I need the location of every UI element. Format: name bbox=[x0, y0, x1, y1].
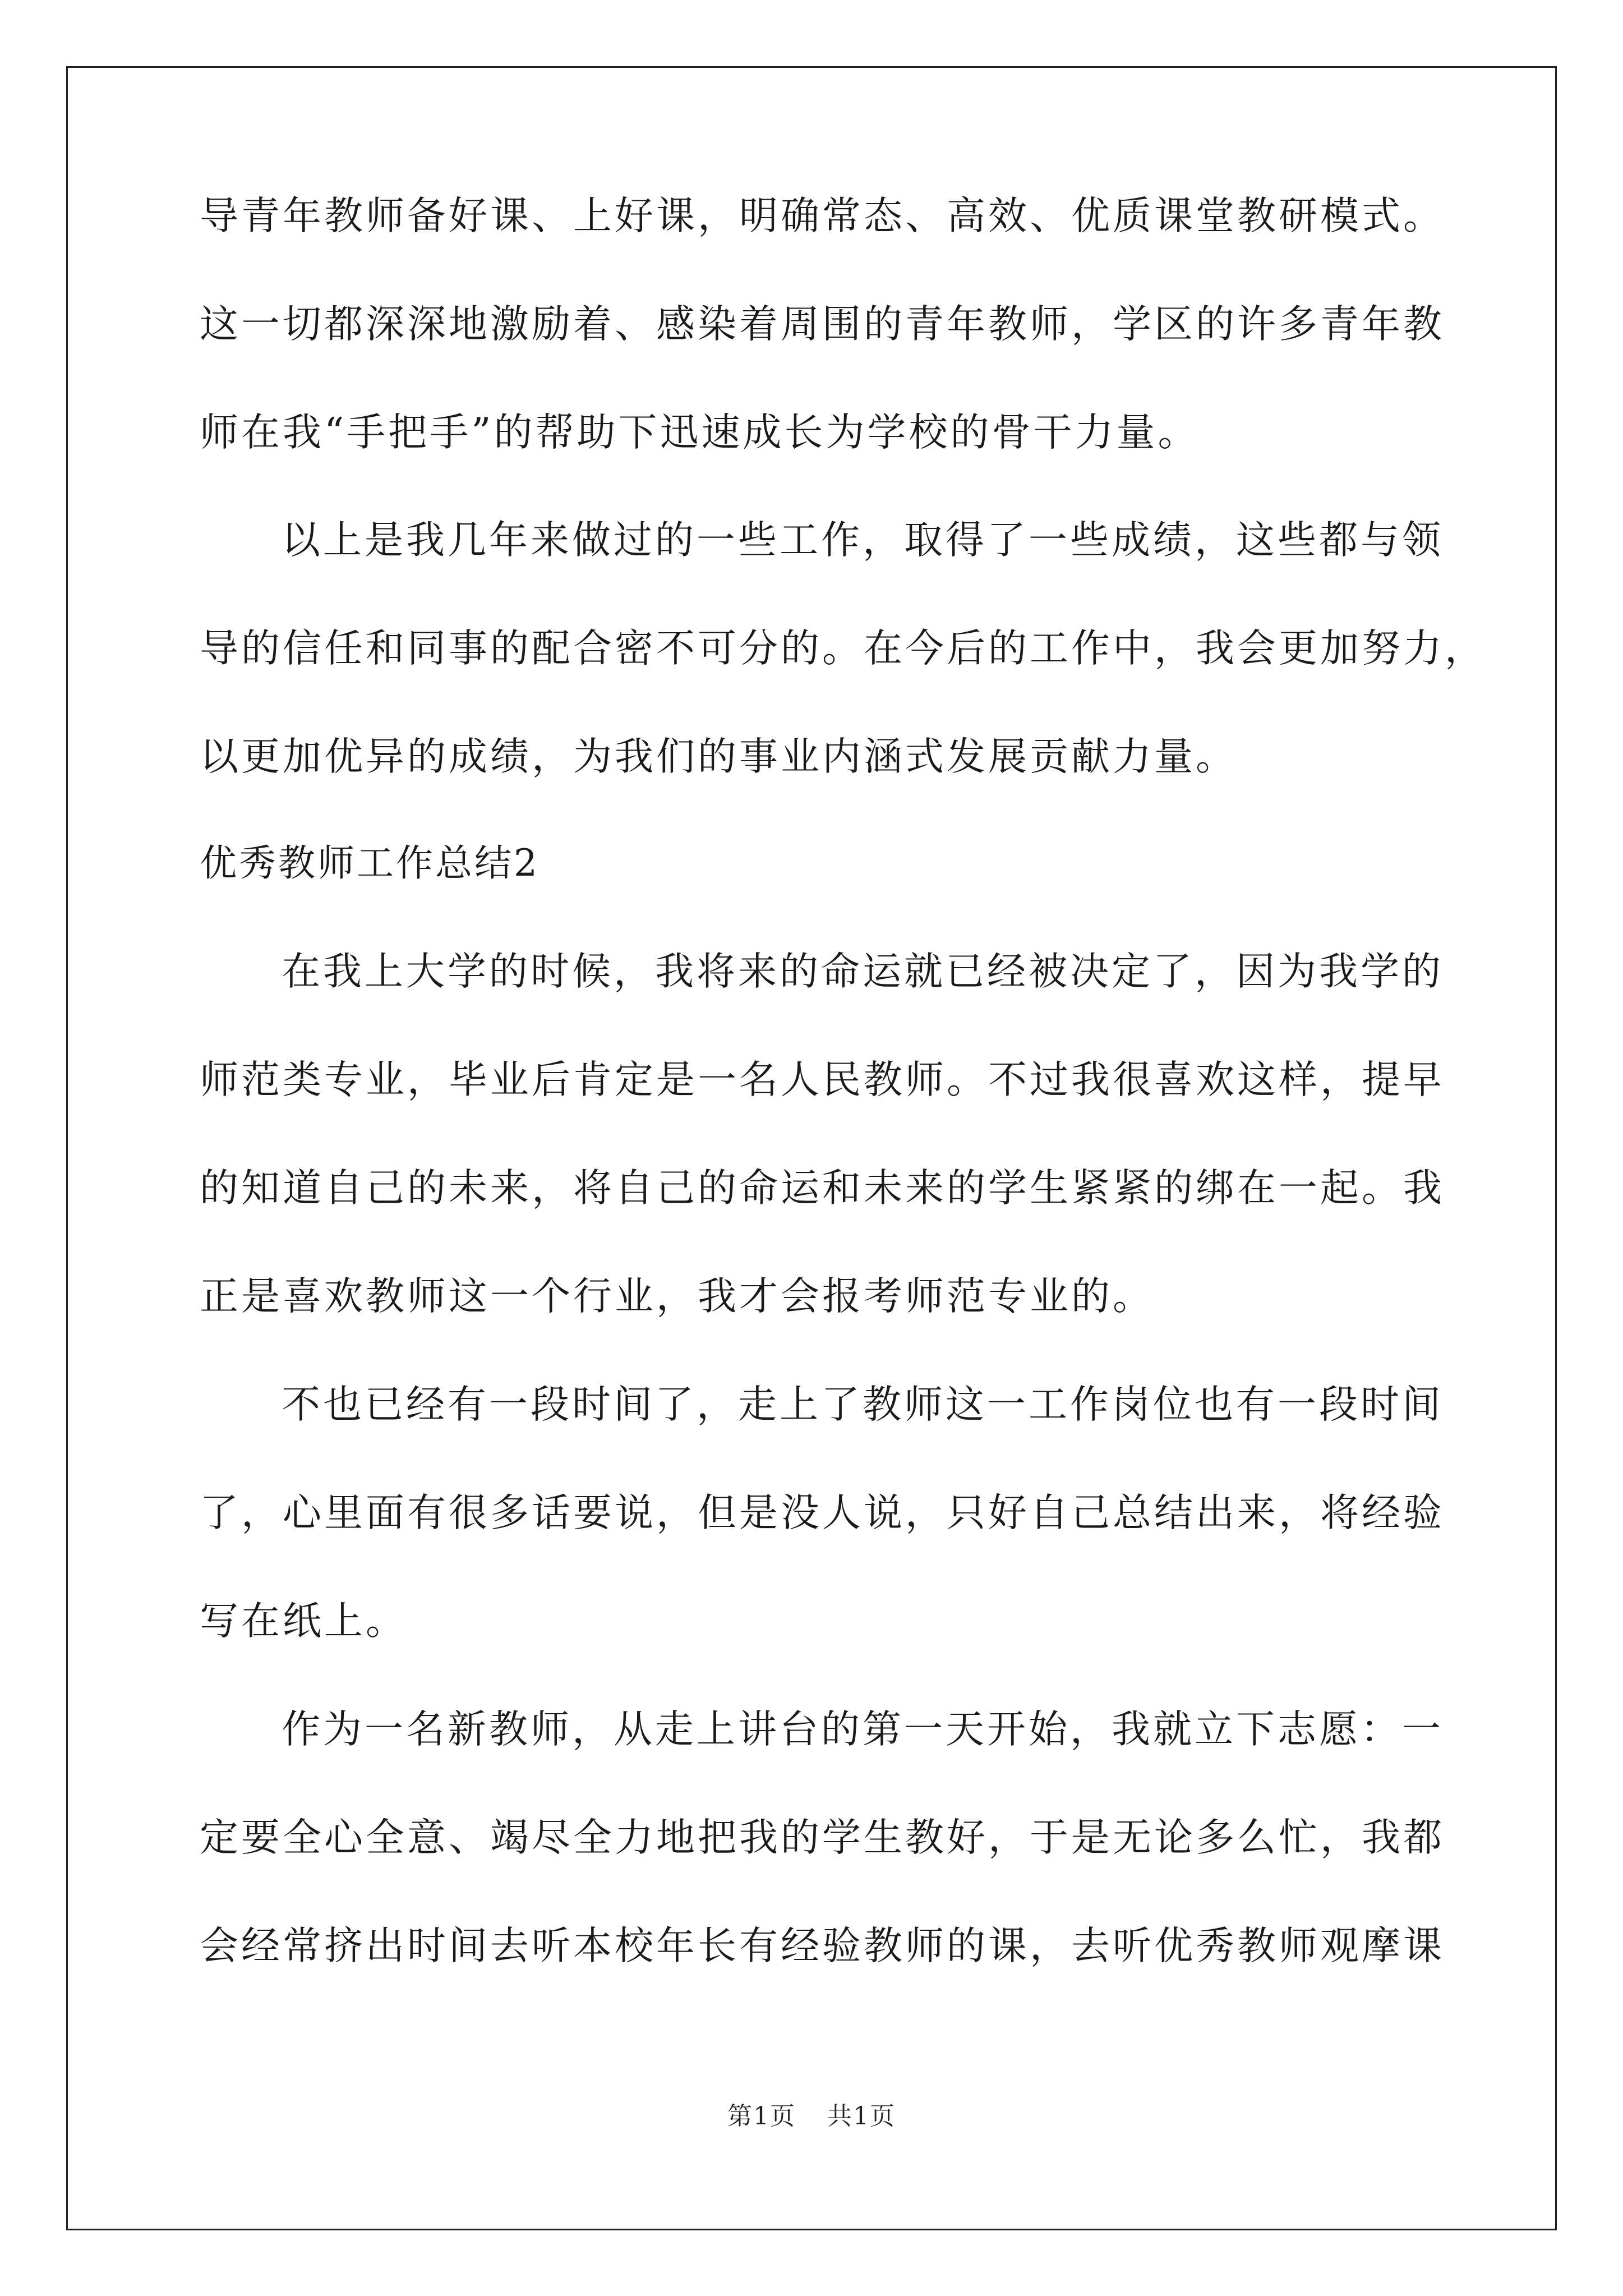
text-line: 的知道自己的未来，将自己的命运和未来的学生紧紧的绑在一起。我 bbox=[200, 1166, 1445, 1211]
section-heading: 优秀教师工作总结2 bbox=[200, 841, 540, 885]
text-line: 会经常挤出时间去听本校年长有经验教师的课，去听优秀教师观摩课 bbox=[200, 1924, 1445, 1968]
text-line: 以更加优异的成绩，为我们的事业内涵式发展贡献力量。 bbox=[200, 734, 1237, 779]
text-line: 写在纸上。 bbox=[200, 1599, 407, 1644]
text-line: 了，心里面有很多话要说，但是没人说，只好自己总结出来，将经验 bbox=[200, 1490, 1445, 1535]
paragraph-first-line: 不也已经有一段时间了，走上了教师这一工作岗位也有一段时间 bbox=[282, 1382, 1444, 1427]
text-line: 师范类专业，毕业后肯定是一名人民教师。不过我很喜欢这样，提早 bbox=[200, 1057, 1445, 1102]
text-line: 正是喜欢教师这一个行业，我才会报考师范专业的。 bbox=[200, 1274, 1154, 1319]
paragraph-first-line: 在我上大学的时候，我将来的命运就已经被决定了，因为我学的 bbox=[282, 949, 1444, 994]
text-line: 导青年教师备好课、上好课，明确常态、高效、优质课堂教研模式。 bbox=[200, 194, 1445, 238]
page-footer bbox=[0, 2101, 1623, 2132]
text-line: 师在我“手把手”的帮助下迅速成长为学校的骨干力量。 bbox=[200, 410, 1200, 455]
page-number-current: 第1页 bbox=[727, 2102, 796, 2131]
text-line: 这一切都深深地激励着、感染着周围的青年教师，学区的许多青年教 bbox=[200, 302, 1445, 347]
paragraph-first-line: 作为一名新教师，从走上讲台的第一天开始，我就立下志愿：一 bbox=[282, 1707, 1444, 1752]
page-number-total: 共1页 bbox=[827, 2102, 896, 2131]
page-border bbox=[66, 66, 1557, 2230]
text-line: 导的信任和同事的配合密不可分的。在今后的工作中，我会更加努力， bbox=[200, 626, 1486, 671]
paragraph-first-line: 以上是我几年来做过的一些工作，取得了一些成绩，这些都与领 bbox=[282, 518, 1444, 563]
text-line: 定要全心全意、竭尽全力地把我的学生教好，于是无论多么忙，我都 bbox=[200, 1815, 1445, 1860]
